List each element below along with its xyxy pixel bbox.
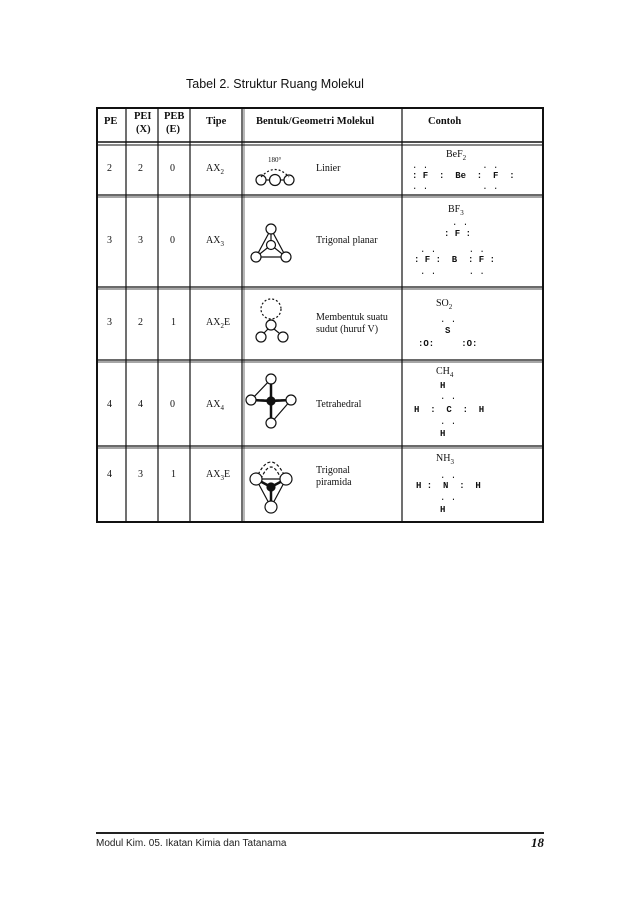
molecular-geometry-table: [96, 107, 544, 523]
header-peb: PEB: [164, 111, 185, 122]
cell-peb: 1: [171, 469, 176, 480]
cell-formula: $CH_4$: [436, 366, 454, 379]
lewis-line: H : N : H: [416, 481, 481, 491]
table-caption: Tabel 2. Struktur Ruang Molekul: [186, 77, 364, 91]
cell-tipe: $AX_2E$: [206, 317, 231, 330]
linear-geometry-diagram: [256, 170, 294, 186]
cell-bentuk: Tetrahedral: [316, 399, 362, 410]
lewis-line: :O: :O:: [418, 339, 478, 349]
lewis-line: : F :: [444, 229, 472, 239]
cell-pe: 3: [107, 317, 112, 328]
header-tipe: Tipe: [206, 116, 227, 127]
page-number: 18: [531, 835, 544, 850]
header-pei-x: (X): [136, 124, 151, 135]
cell-peb: 0: [170, 163, 175, 174]
cell-bentuk: Linier: [316, 163, 341, 174]
cell-tipe: $AX_2$: [206, 163, 224, 176]
cell-bentuk: Trigonal planar: [316, 235, 378, 246]
cell-bentuk: Trigonal piramida: [316, 465, 352, 488]
header-pei: PEI: [134, 111, 152, 122]
cell-peb: 0: [170, 399, 175, 410]
lewis-line: . .: [440, 471, 457, 481]
lewis-line: . .: [440, 417, 457, 427]
lewis-line: S: [445, 326, 451, 336]
lewis-line: . . . .: [412, 161, 499, 171]
cell-tipe: $AX_4$: [206, 399, 224, 412]
cell-peb: 1: [171, 317, 176, 328]
header-peb-e: (E): [166, 124, 180, 135]
cell-pei: 4: [138, 399, 143, 410]
lewis-line: . . . .: [420, 245, 485, 255]
cell-pei: 3: [138, 235, 143, 246]
header-pe: PE: [104, 116, 118, 127]
header-contoh: Contoh: [428, 116, 462, 127]
lewis-line: H: [440, 429, 446, 439]
cell-pe: 4: [107, 469, 112, 480]
cell-pei: 2: [138, 163, 143, 174]
lewis-line: . . . .: [412, 182, 499, 192]
trigonal-planar-diagram: [251, 224, 291, 262]
cell-tipe: $AX_3$: [206, 235, 224, 248]
cell-formula: BeF$_2$: [446, 149, 467, 162]
cell-pei: 2: [138, 317, 143, 328]
lewis-line: . . . .: [420, 267, 485, 277]
cell-formula: $SO_2$: [436, 298, 453, 311]
cell-pe: 4: [107, 399, 112, 410]
trigonal-pyramidal-diagram: [250, 462, 292, 513]
lewis-line: : F : Be : F :: [412, 171, 515, 181]
lewis-line: . .: [452, 218, 469, 228]
lewis-line: . .: [440, 315, 457, 325]
cell-formula: $BF_3$: [448, 204, 464, 217]
lewis-line: . .: [440, 392, 457, 402]
tetrahedral-geometry-diagram: [246, 374, 296, 428]
cell-bentuk: Membentuk suatu sudut (huruf V): [316, 312, 388, 335]
bond-angle-label: 180°: [268, 156, 282, 164]
cell-pe: 2: [107, 163, 112, 174]
lewis-line: : F : B : F :: [414, 255, 496, 265]
lewis-line: H: [440, 381, 446, 391]
lewis-line: . .: [440, 493, 457, 503]
cell-tipe: $AX_3E$: [206, 469, 231, 482]
bent-geometry-diagram: [256, 299, 288, 342]
lewis-line: H: [440, 505, 446, 515]
cell-formula: $NH_3$: [436, 453, 454, 466]
header-bentuk: Bentuk/Geometri Molekul: [256, 116, 375, 127]
cell-peb: 0: [170, 235, 175, 246]
footer-rule: [96, 832, 544, 834]
cell-pei: 3: [138, 469, 143, 480]
footer-module-title: Modul Kim. 05. Ikatan Kimia dan Tatanama: [96, 838, 287, 849]
lewis-line: H : C : H: [414, 405, 485, 415]
cell-pe: 3: [107, 235, 112, 246]
